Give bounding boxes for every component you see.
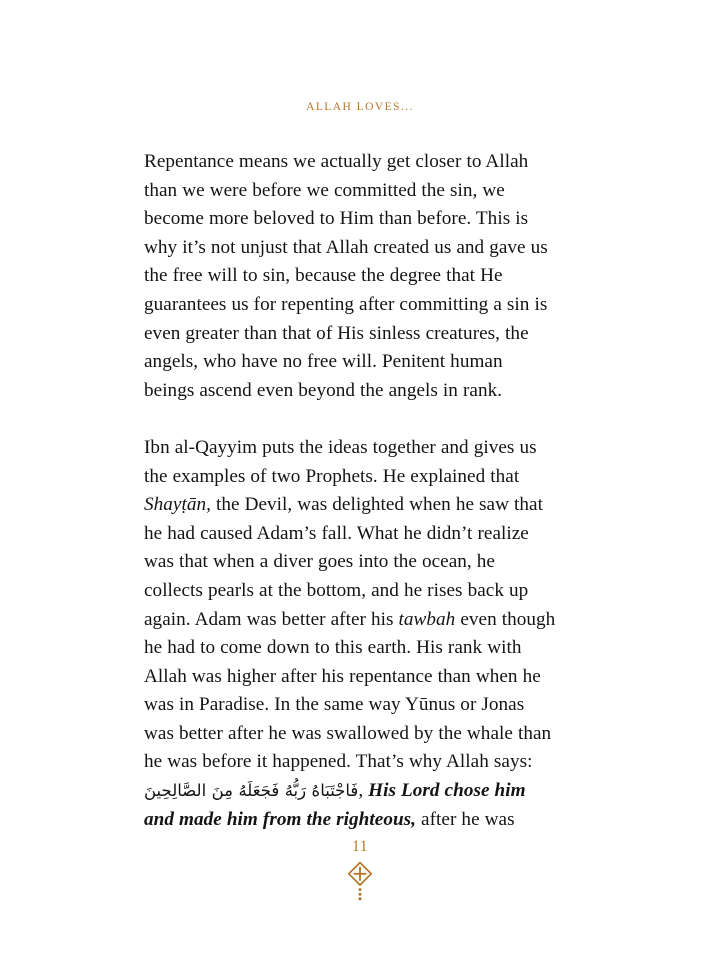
paragraph-spacer	[144, 405, 556, 434]
footer-ornament	[0, 861, 720, 901]
page-number: 11	[352, 838, 368, 855]
paragraph-2	[144, 434, 556, 834]
quran-arabic-quotation: فَاجْتَبَاهُ رَبُّهُ فَجَعَلَهُ مِنَ الصَّالِحِينَ	[144, 781, 359, 801]
paragraph-2-run-1: Ibn al-Qayyim puts the ideas together and gives us the examples of two Prophets. He explained that	[144, 436, 537, 487]
term-tawbah: tawbah	[398, 608, 456, 630]
quran-translation: His Lord chose him and made him from the righteous,	[144, 780, 526, 830]
term-shaytan: Shayṭān,	[144, 494, 211, 516]
paragraph-2-run-7: ,	[358, 780, 369, 802]
running-header: ALLAH LOVES...	[306, 101, 414, 113]
body-text-block	[144, 148, 556, 834]
paragraph-2-run-5: even though he had to come down to this earth. His rank with Allah was higher after his repentance than when he was in Paradise. In the same way Yūnus or Jonas was better after he was swallowed by the whale than he was before it happened. That’s why Allah says:	[144, 608, 556, 773]
paragraph-2-run-3: the Devil, was delighted when he saw that he had caused Adam’s fall. What he didn’t realize was that when a diver goes into the ocean, he collects pearls at the bottom, and he rises back up again. Adam was better after his	[144, 494, 543, 630]
paragraph-1	[144, 148, 556, 405]
paragraph-2-run-9: after he was	[416, 808, 515, 830]
paragraph-1-run-1: Repentance means we actually get closer to Allah than we were before we committed the sin, we become more beloved to Him than before. This is why it’s not unjust that Allah created us and gave us the free will to sin, because the degree that He guarantees us for repenting after committing a sin is even greater than that of His sinless creatures, the angels, who have no free will. Penitent human beings ascend even beyond the angels in rank.	[144, 151, 548, 401]
diamond-cross-ornament-icon	[347, 861, 373, 901]
